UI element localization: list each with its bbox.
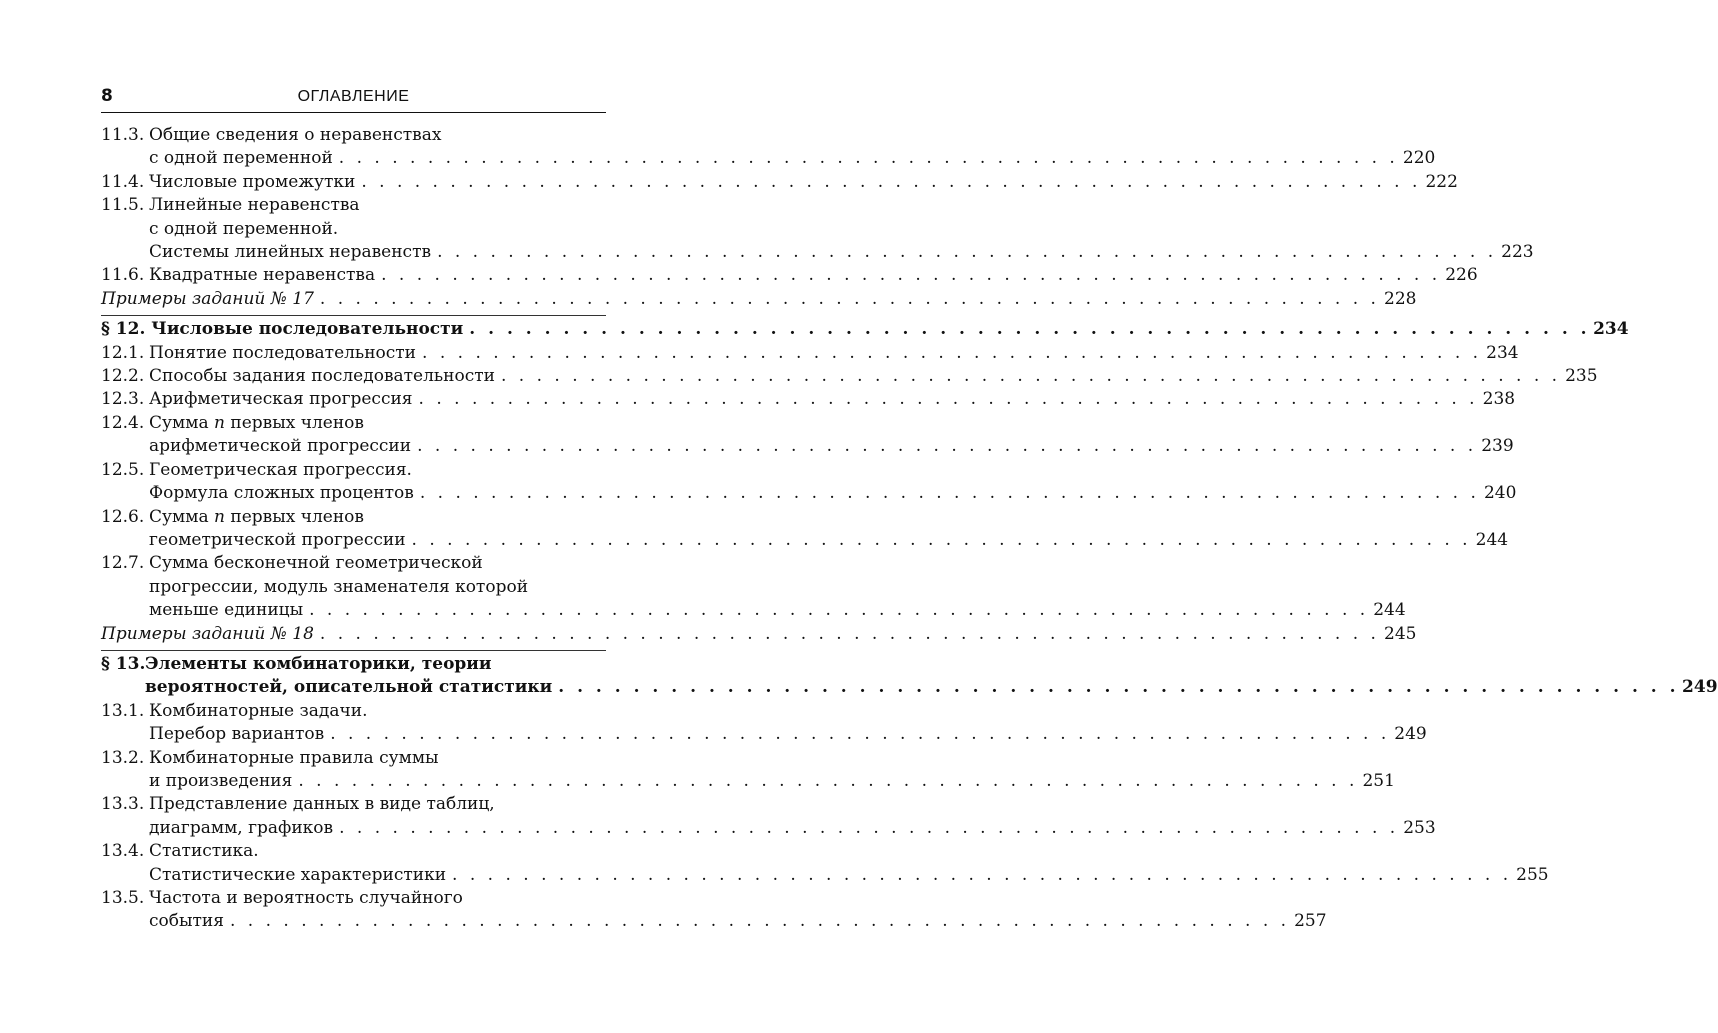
toc-entry	[101, 365, 1598, 388]
page-ref: 244	[1373, 600, 1406, 621]
entry-body	[149, 264, 1478, 287]
dot-leader: . . . . . . . . . . . . . . . . . . . . . . . . . . . . . . . . . . . . . . . . . . . . . . . . . . . . . . . . . . . .	[452, 864, 1512, 885]
dot-leader: . . . . . . . . . . . . . . . . . . . . . . . . . . . . . . . . . . . . . . . . . . . . . . . . . . . . . . . . . . . .	[558, 677, 1680, 698]
page-ref: 235	[1565, 366, 1598, 387]
toc-entry	[101, 264, 1478, 287]
entry-number: 12.6.	[101, 506, 145, 527]
entry-title: прогрессии, модуль знаменателя которой	[149, 576, 529, 597]
page-ref: 249	[1394, 724, 1427, 745]
toc-line	[101, 623, 1417, 646]
entry-title: Статистика.	[149, 841, 259, 862]
dot-leader: . . . . . . . . . . . . . . . . . . . . . . . . . . . . . . . . . . . . . . . . . . . . . . . . . . . . . . . . . . . .	[437, 242, 1497, 263]
page-ref: 244	[1475, 529, 1509, 550]
entry-body	[149, 124, 1436, 171]
entry-body	[149, 793, 1436, 840]
entry-title: Представление данных в виде таблиц,	[149, 794, 495, 815]
toc-line	[149, 887, 606, 910]
entry-title: Способы задания последовательности	[149, 366, 495, 387]
entry-title: Арифметическая прогрессия	[149, 389, 413, 410]
entry-number: 11.4.	[101, 171, 145, 192]
toc-line	[149, 817, 1436, 840]
entry-title: события	[149, 911, 224, 932]
toc-line	[149, 723, 1427, 746]
entry-body	[149, 459, 1517, 506]
entry-title: Элементы комбинаторики, теории	[145, 653, 492, 674]
entry-title: Сумма бесконечной геометрической	[149, 553, 483, 574]
entry-title: меньше единицы	[149, 600, 304, 621]
entry-body	[149, 388, 1516, 411]
entry-title: Частота и вероятность случайного	[149, 888, 463, 908]
toc-line	[149, 124, 606, 147]
table-of-contents	[101, 124, 1718, 934]
toc-line	[149, 147, 1436, 170]
dot-leader: . . . . . . . . . . . . . . . . . . . . . . . . . . . . . . . . . . . . . . . . . . . . . . . . . . . . . . . . . . . .	[319, 623, 1380, 644]
entry-number: 11.5.	[101, 195, 145, 216]
entry-title: геометрической прогрессии	[149, 529, 406, 550]
page-number: 8	[101, 86, 113, 106]
toc-entry	[101, 388, 1516, 411]
page-ref: 222	[1425, 171, 1458, 192]
entry-number: 12.5.	[101, 459, 145, 480]
section-number: § 13.	[101, 653, 146, 674]
entry-title: арифметической прогрессии	[149, 436, 412, 457]
toc-entry	[101, 171, 1458, 194]
toc-entry	[101, 412, 1514, 459]
section-rule	[101, 650, 606, 651]
dot-leader: . . . . . . . . . . . . . . . . . . . . . . . . . . . . . . . . . . . . . . . . . . . . . . . . . . . . . . . . . . . .	[469, 319, 1591, 340]
toc-line	[149, 910, 1327, 933]
toc-line	[149, 840, 606, 863]
toc-line	[149, 459, 606, 482]
toc-line	[149, 194, 606, 217]
page-ref: 255	[1516, 864, 1549, 885]
entry-title: и произведения	[149, 770, 293, 791]
entry-body	[149, 171, 1458, 194]
toc-line	[149, 218, 606, 241]
entry-title: вероятностей, описательной статистики	[145, 677, 553, 698]
toc-entry	[101, 124, 1436, 171]
entry-title: диаграмм, графиков	[149, 817, 334, 838]
dot-leader: . . . . . . . . . . . . . . . . . . . . . . . . . . . . . . . . . . . . . . . . . . . . . . . . . . . . . . . . . . . .	[309, 600, 1369, 621]
entry-number: 12.2.	[101, 366, 145, 387]
toc-entry	[101, 747, 1395, 794]
dot-leader: . . . . . . . . . . . . . . . . . . . . . . . . . . . . . . . . . . . . . . . . . . . . . . . . . . . . . . . . . . . .	[361, 171, 1421, 192]
entry-body	[149, 552, 1406, 622]
page-ref: 234	[1486, 342, 1519, 363]
toc-line	[149, 482, 1517, 505]
page-ref: 245	[1384, 623, 1417, 644]
page-ref: 228	[1384, 288, 1417, 309]
entry-body	[149, 506, 1509, 553]
toc-line	[149, 264, 1478, 287]
dot-leader: . . . . . . . . . . . . . . . . . . . . . . . . . . . . . . . . . . . . . . . . . . . . . . . . . . . . . . . . . . . .	[298, 770, 1358, 791]
page-ref: 226	[1445, 265, 1478, 286]
page-ref: 234	[1593, 319, 1629, 340]
entry-body	[149, 365, 1598, 388]
toc-line	[149, 552, 606, 575]
section-entry	[101, 318, 1629, 341]
entry-title: Понятие последовательности	[149, 342, 417, 363]
toc-line	[101, 318, 1629, 341]
toc-entry	[101, 552, 1406, 622]
toc-entry	[101, 840, 1549, 887]
entry-number: 13.3.	[101, 794, 145, 815]
entry-title: Комбинаторные задачи.	[149, 700, 368, 721]
entry-title: Перебор вариантов	[149, 724, 325, 745]
page-ref: 257	[1294, 911, 1327, 932]
toc-entry	[101, 887, 1327, 934]
dot-leader: . . . . . . . . . . . . . . . . . . . . . . . . . . . . . . . . . . . . . . . . . . . . . . . . . . . . . . . . . . . .	[381, 265, 1441, 286]
entry-title: Геометрическая прогрессия.	[149, 459, 412, 480]
dot-leader: . . . . . . . . . . . . . . . . . . . . . . . . . . . . . . . . . . . . . . . . . . . . . . . . . . . . . . . . . . . .	[319, 288, 1380, 309]
entry-number: 11.3.	[101, 125, 145, 145]
toc-entry	[101, 506, 1509, 553]
entry-body	[145, 653, 1718, 700]
entry-title: Числовые промежутки	[149, 171, 356, 192]
page-header	[101, 86, 606, 110]
entry-number: 12.1.	[101, 342, 145, 363]
toc-entry	[101, 459, 1517, 506]
page-ref: 251	[1362, 770, 1395, 791]
entry-title: с одной переменной	[149, 148, 333, 169]
entry-number: 13.4.	[101, 841, 145, 862]
entry-number: 13.2.	[101, 747, 145, 768]
toc-line	[149, 576, 606, 599]
header-rule	[101, 112, 606, 113]
toc-line	[149, 342, 1519, 365]
toc-line	[149, 412, 606, 435]
entry-title: с одной переменной.	[149, 218, 339, 239]
entry-title: Общие сведения о неравенствах	[149, 125, 442, 145]
toc-line	[149, 864, 1549, 887]
toc-line	[149, 171, 1458, 194]
entry-body	[149, 700, 1427, 747]
dot-leader: . . . . . . . . . . . . . . . . . . . . . . . . . . . . . . . . . . . . . . . . . . . . . . . . . . . . . . . . . . . .	[339, 817, 1399, 838]
toc-entry	[101, 793, 1436, 840]
toc-line	[149, 747, 606, 770]
entry-body	[149, 342, 1519, 365]
page-ref: 223	[1501, 242, 1534, 263]
dot-leader: . . . . . . . . . . . . . . . . . . . . . . . . . . . . . . . . . . . . . . . . . . . . . . . . . . . . . . . . . . . .	[417, 436, 1477, 457]
entry-body	[149, 887, 1327, 934]
toc-entry	[101, 194, 1534, 264]
toc-line	[149, 529, 1509, 552]
entry-title: Примеры заданий № 17	[101, 288, 314, 309]
page-ref: 220	[1402, 148, 1436, 169]
page-ref: 238	[1482, 389, 1516, 410]
running-title: ОГЛАВЛЕНИЕ	[297, 88, 410, 105]
toc-entry	[101, 700, 1427, 747]
toc-line	[149, 365, 1598, 388]
entry-title: Системы линейных неравенств	[149, 242, 432, 263]
entry-body	[101, 318, 1629, 341]
entry-number: 13.5.	[101, 888, 145, 908]
entry-body	[101, 288, 1417, 311]
entry-title: Сумма n первых членов	[149, 412, 364, 433]
dot-leader: . . . . . . . . . . . . . . . . . . . . . . . . . . . . . . . . . . . . . . . . . . . . . . . . . . . . . . . . . . . .	[501, 366, 1561, 387]
entry-body	[149, 747, 1395, 794]
entry-number: 12.3.	[101, 389, 145, 410]
entry-body	[149, 194, 1534, 264]
section-entry	[101, 653, 1718, 700]
examples-entry	[101, 288, 1417, 311]
dot-leader: . . . . . . . . . . . . . . . . . . . . . . . . . . . . . . . . . . . . . . . . . . . . . . . . . . . . . . . . . . . .	[229, 911, 1290, 932]
toc-line	[145, 653, 606, 676]
page-ref: 249	[1682, 677, 1718, 698]
dot-leader: . . . . . . . . . . . . . . . . . . . . . . . . . . . . . . . . . . . . . . . . . . . . . . . . . . . . . . . . . . . .	[338, 148, 1399, 169]
dot-leader: . . . . . . . . . . . . . . . . . . . . . . . . . . . . . . . . . . . . . . . . . . . . . . . . . . . . . . . . . . . .	[418, 389, 1479, 410]
toc-line	[149, 793, 606, 816]
dot-leader: . . . . . . . . . . . . . . . . . . . . . . . . . . . . . . . . . . . . . . . . . . . . . . . . . . . . . . . . . . . .	[411, 529, 1472, 550]
section-rule	[101, 315, 606, 316]
entry-title: Комбинаторные правила суммы	[149, 747, 439, 768]
entry-title: Линейные неравенства	[149, 195, 360, 216]
page-ref: 253	[1403, 817, 1436, 838]
page-ref: 240	[1483, 483, 1517, 504]
entry-body	[101, 623, 1417, 646]
entry-title: Квадратные неравенства	[149, 265, 376, 286]
dot-leader: . . . . . . . . . . . . . . . . . . . . . . . . . . . . . . . . . . . . . . . . . . . . . . . . . . . . . . . . . . . .	[330, 724, 1390, 745]
toc-line	[149, 388, 1516, 411]
entry-title: Формула сложных процентов	[149, 483, 414, 504]
entry-body	[149, 412, 1514, 459]
toc-line	[149, 435, 1514, 458]
entry-title: Примеры заданий № 18	[101, 623, 314, 644]
entry-title: Сумма n первых членов	[149, 506, 364, 527]
toc-line	[145, 676, 1718, 699]
toc-line	[149, 506, 606, 529]
entry-number: 12.7.	[101, 553, 145, 574]
entry-number: 11.6.	[101, 265, 145, 286]
entry-title: § 12. Числовые последовательности	[101, 319, 464, 340]
entry-number: 13.1.	[101, 700, 145, 721]
toc-line	[149, 700, 606, 723]
dot-leader: . . . . . . . . . . . . . . . . . . . . . . . . . . . . . . . . . . . . . . . . . . . . . . . . . . . . . . . . . . . .	[422, 342, 1482, 363]
toc-line	[101, 288, 1417, 311]
toc-line	[149, 770, 1395, 793]
entry-body	[149, 840, 1549, 887]
toc-line	[149, 599, 1406, 622]
dot-leader: . . . . . . . . . . . . . . . . . . . . . . . . . . . . . . . . . . . . . . . . . . . . . . . . . . . . . . . . . . . .	[419, 483, 1480, 504]
toc-entry	[101, 342, 1519, 365]
entry-title: Статистические характеристики	[149, 864, 447, 885]
examples-entry	[101, 623, 1417, 646]
page-ref: 239	[1481, 436, 1514, 457]
toc-line	[149, 241, 1534, 264]
entry-number: 12.4.	[101, 412, 145, 433]
